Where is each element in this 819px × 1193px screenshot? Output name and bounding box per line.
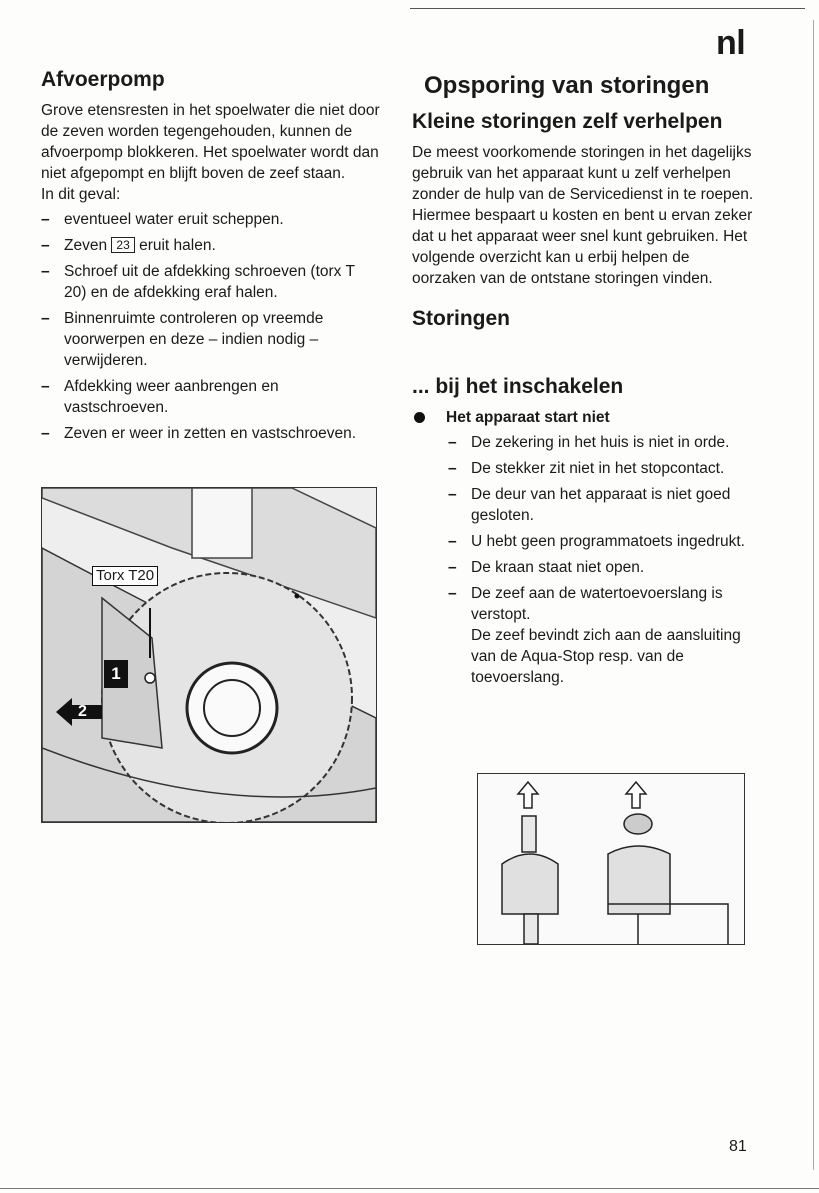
troubleshooting-heading: Opsporing van storingen (424, 72, 710, 99)
faults-heading: Storingen (412, 307, 510, 330)
list-item: – De zeef aan de watertoevoerslang is verstopt. De zeef bevindt zich aan de aansluiting van de Aqua-Stop resp. van de toevoerslang. (448, 585, 741, 686)
afvoerpomp-intro: Grove etensresten in het spoelwater die niet door de zeven worden tegengehouden, kunnen de afvoerpomp blokkeren. Het spoelwater wordt dan niet afgepompt en blijft boven de zeef staan. (41, 102, 380, 182)
list-item: – Zeven er weer in zetten en vastschroeven. (41, 425, 357, 442)
cause-note: De zeef bevindt zich aan de aansluiting van de Aqua-Stop resp. van de toevoerslang. (471, 627, 741, 686)
list-item: – Zeven 23 eruit halen. (41, 237, 216, 254)
pump-cover-illustration (41, 487, 377, 823)
right-edge-rule (813, 20, 814, 1170)
on-switch-heading: ... bij het inschakelen (412, 375, 624, 398)
left-column (41, 68, 381, 449)
filter-illustration (477, 773, 745, 945)
list-item: – De zekering in het huis is niet in orde. (448, 434, 730, 451)
page-reference-box: 23 (111, 237, 134, 253)
list-item: – Schroef uit de afdekking schroeven (torx T 20) en de afdekking eraf halen. (41, 263, 355, 301)
step-marker-2: 2 (78, 703, 87, 720)
afvoerpomp-heading: Afvoerpomp (41, 68, 165, 91)
filter-drawing (478, 774, 744, 944)
bullet-icon (414, 412, 425, 423)
right-column (412, 72, 757, 693)
pump-cover-drawing (42, 488, 376, 822)
list-item: – U hebt geen programmatoets ingedrukt. (448, 533, 745, 550)
top-rule (410, 8, 805, 9)
bottom-rule (0, 1188, 819, 1189)
list-item: – eventueel water eruit scheppen. (41, 211, 284, 228)
small-faults-heading: Kleine storingen zelf verhelpen (412, 110, 723, 133)
language-code: nl (716, 24, 746, 62)
arrow-up-icon (626, 782, 646, 808)
page-number: 81 (729, 1138, 747, 1155)
list-item: – Afdekking weer aanbrengen en vastschroeven. (41, 378, 279, 416)
arrow-up-icon (518, 782, 538, 808)
list-item: – De kraan staat niet open. (448, 559, 645, 576)
step-marker-1: 1 (104, 660, 128, 688)
cause-list (448, 432, 757, 688)
case-label: In dit geval: (41, 186, 121, 203)
list-item: – De deur van het apparaat is niet goed gesloten. (448, 486, 731, 524)
list-item: – De stekker zit niet in het stopcontact. (448, 460, 725, 477)
pump-steps (41, 209, 381, 444)
torx-label: Torx T20 (92, 566, 158, 586)
list-item: – Binnenruimte controleren op vreemde voorwerpen en deze – indien nodig – verwijderen. (41, 310, 324, 369)
troubleshooting-intro: De meest voorkomende storingen in het dagelijks gebruik van het apparaat kunt u zelf verhelpen zonder de hulp van de Servicedienst in te roepen. Hiermee bespaart u kosten en bent u ervan zeker dat u het apparaat weer snel kunt gebruiken. Het volgende overzicht kan u erbij helpen de oorzaken van de ontstane storingen vinden. (412, 144, 754, 287)
problem-heading: Het apparaat start niet (412, 407, 757, 428)
